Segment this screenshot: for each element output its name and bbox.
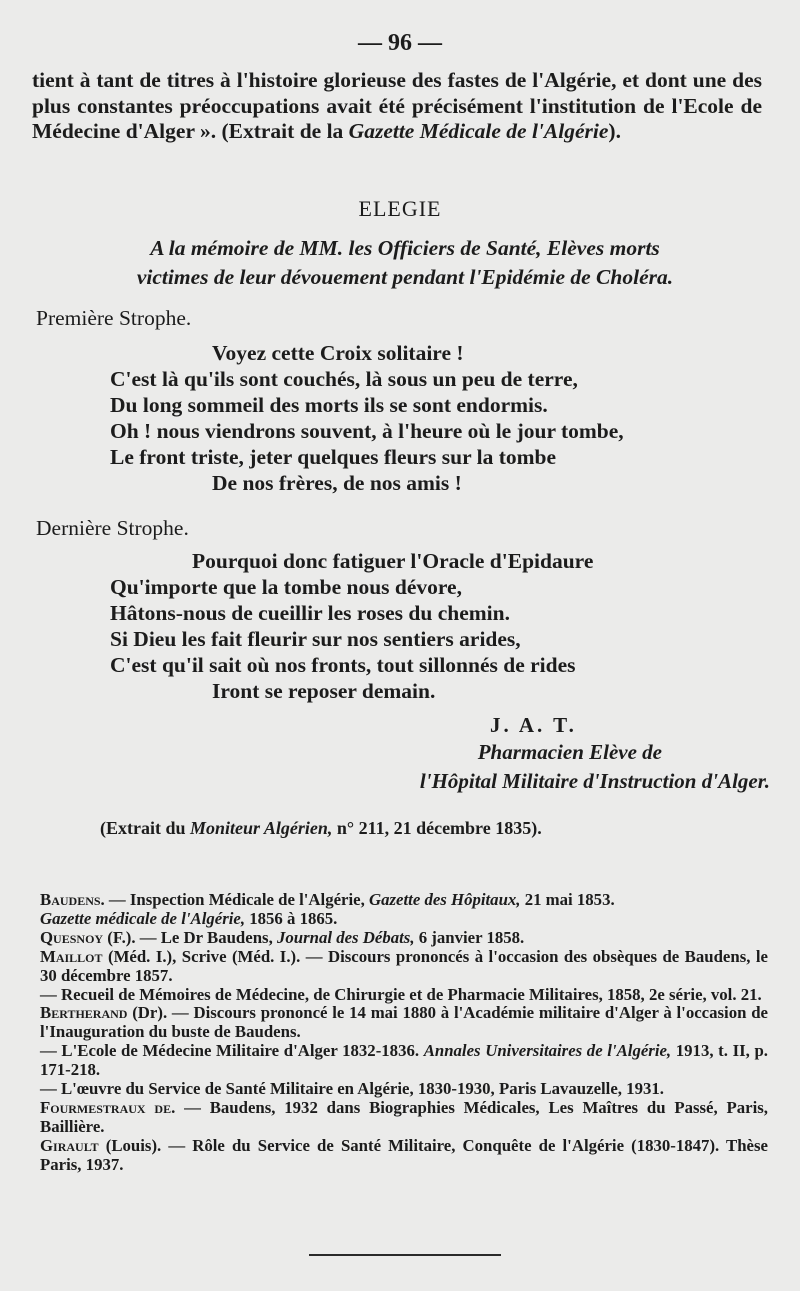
bibliography-entry bbox=[40, 910, 768, 929]
signature-block bbox=[310, 712, 770, 796]
source-post: n° 211, 21 décembre 1835). bbox=[332, 818, 542, 838]
bibliography bbox=[40, 891, 768, 1175]
entry-tail: 21 mai 1853. bbox=[520, 890, 615, 909]
source-pre: (Extrait du bbox=[100, 818, 190, 838]
verse-line: Qu'importe que la tombe nous dévore, bbox=[110, 575, 462, 599]
verse-line: Iront se reposer demain. bbox=[212, 679, 436, 703]
bibliography-entry bbox=[40, 986, 768, 1005]
source-note bbox=[100, 818, 542, 839]
verse-line: De nos frères, de nos amis ! bbox=[212, 471, 462, 495]
dedication bbox=[40, 234, 770, 292]
entry-italic: Gazette des Hôpitaux, bbox=[369, 890, 521, 909]
bibliography-entry bbox=[40, 1137, 768, 1175]
entry-tail: 6 janvier 1858. bbox=[414, 927, 525, 947]
entry-author: Baudens. bbox=[40, 890, 105, 909]
intro-paragraph bbox=[32, 68, 762, 145]
page-number: — 96 — bbox=[358, 30, 442, 56]
entry-author: Fourmestraux de. bbox=[40, 1097, 176, 1117]
intro-text: tient à tant de titres à l'histoire glorieuse des fastes de l'Algérie, et dont une des plus constantes préoccupations avait été précisément l'institution de l'Ecole de Médecine d'Alger ». (Extrait de la bbox=[32, 68, 762, 143]
entry-tail: 1913, t. II, p. 171-218. bbox=[40, 1041, 768, 1080]
bibliography-entry bbox=[40, 1004, 768, 1042]
entry-author: Girault bbox=[40, 1135, 99, 1155]
entry-author: Quesnoy bbox=[40, 927, 104, 947]
bibliography-entry bbox=[40, 1099, 768, 1137]
last-strophe-label: Dernière Strophe. bbox=[36, 516, 189, 540]
last-strophe bbox=[110, 548, 790, 704]
signature-title: Pharmacien Elève de bbox=[477, 740, 662, 764]
entry-text: (Méd. I.), Scrive (Méd. I.). — Discours prononcés à l'occasion des obsèques de Baudens, le 30 décembre 1857. bbox=[40, 946, 768, 985]
verse-line: Du long sommeil des morts ils se sont endormis. bbox=[110, 393, 548, 417]
bibliography-entry bbox=[40, 929, 768, 948]
entry-text: — Recueil de Mémoires de Médecine, de Chirurgie et de Pharmacie Militaires, 1858, 2e série, vol. 21. bbox=[40, 984, 762, 1004]
entry-text: (Dr). — Discours prononcé le 14 mai 1880 à l'Académie militaire d'Alger à l'occasion de l'Inauguration du buste de Baudens. bbox=[40, 1003, 768, 1042]
poem-title: ELEGIE bbox=[358, 196, 442, 221]
entry-text: (F.). — Le Dr Baudens, bbox=[103, 927, 277, 947]
dedication-line: A la mémoire de MM. les Officiers de Santé, Elèves morts bbox=[150, 236, 660, 260]
entry-tail: 1856 à 1865. bbox=[245, 908, 338, 928]
bibliography-entry bbox=[40, 891, 768, 910]
first-strophe-label: Première Strophe. bbox=[36, 306, 192, 330]
intro-italic: Gazette Médicale de l'Algérie bbox=[348, 119, 609, 143]
closing-rule bbox=[309, 1254, 501, 1256]
intro-tail: ). bbox=[608, 119, 621, 143]
bibliography-entry bbox=[40, 1080, 768, 1099]
entry-author: Bertherand bbox=[40, 1003, 128, 1023]
verse-line: C'est qu'il sait où nos fronts, tout sillonnés de rides bbox=[110, 653, 576, 677]
entry-text: — Inspection Médicale de l'Algérie, bbox=[104, 890, 369, 909]
verse-line: Hâtons-nous de cueillir les roses du chemin. bbox=[110, 601, 510, 625]
signature-initials: J. A. T. bbox=[490, 713, 577, 737]
entry-italic: Journal des Débats, bbox=[276, 927, 415, 947]
entry-italic: Annales Universitaires de l'Algérie, bbox=[423, 1041, 672, 1061]
verse-line: Le front triste, jeter quelques fleurs sur la tombe bbox=[110, 445, 557, 469]
entry-author: Maillot bbox=[40, 946, 103, 966]
verse-line: Pourquoi donc fatiguer l'Oracle d'Epidaure bbox=[192, 549, 594, 573]
dedication-line: victimes de leur dévouement pendant l'Epidémie de Choléra. bbox=[136, 265, 674, 289]
verse-line: Oh ! nous viendrons souvent, à l'heure où le jour tombe, bbox=[110, 419, 624, 443]
verse-line: C'est là qu'ils sont couchés, là sous un peu de terre, bbox=[110, 367, 578, 391]
entry-text: (Louis). — Rôle du Service de Santé Militaire, Conquête de l'Algérie (1830-1847). Thèse Paris, 1937. bbox=[40, 1135, 768, 1174]
verse-line: Si Dieu les fait fleurir sur nos sentiers arides, bbox=[110, 627, 521, 651]
verse-line: Voyez cette Croix solitaire ! bbox=[212, 341, 464, 365]
entry-text: — L'Ecole de Médecine Militaire d'Alger 1832-1836. bbox=[40, 1041, 424, 1061]
entry-italic: Gazette médicale de l'Algérie, bbox=[40, 908, 246, 928]
entry-text: — Baudens, 1932 dans Biographies Médicales, Les Maîtres du Passé, Paris, Baillière. bbox=[40, 1097, 768, 1136]
bibliography-entry bbox=[40, 948, 768, 986]
first-strophe bbox=[110, 340, 790, 496]
bibliography-entry bbox=[40, 1042, 768, 1080]
source-italic: Moniteur Algérien, bbox=[190, 818, 333, 838]
signature-affiliation: l'Hôpital Militaire d'Instruction d'Alger. bbox=[419, 769, 770, 793]
entry-text: — L'œuvre du Service de Santé Militaire en Algérie, 1830-1930, Paris Lavauzelle, 1931. bbox=[40, 1079, 664, 1099]
